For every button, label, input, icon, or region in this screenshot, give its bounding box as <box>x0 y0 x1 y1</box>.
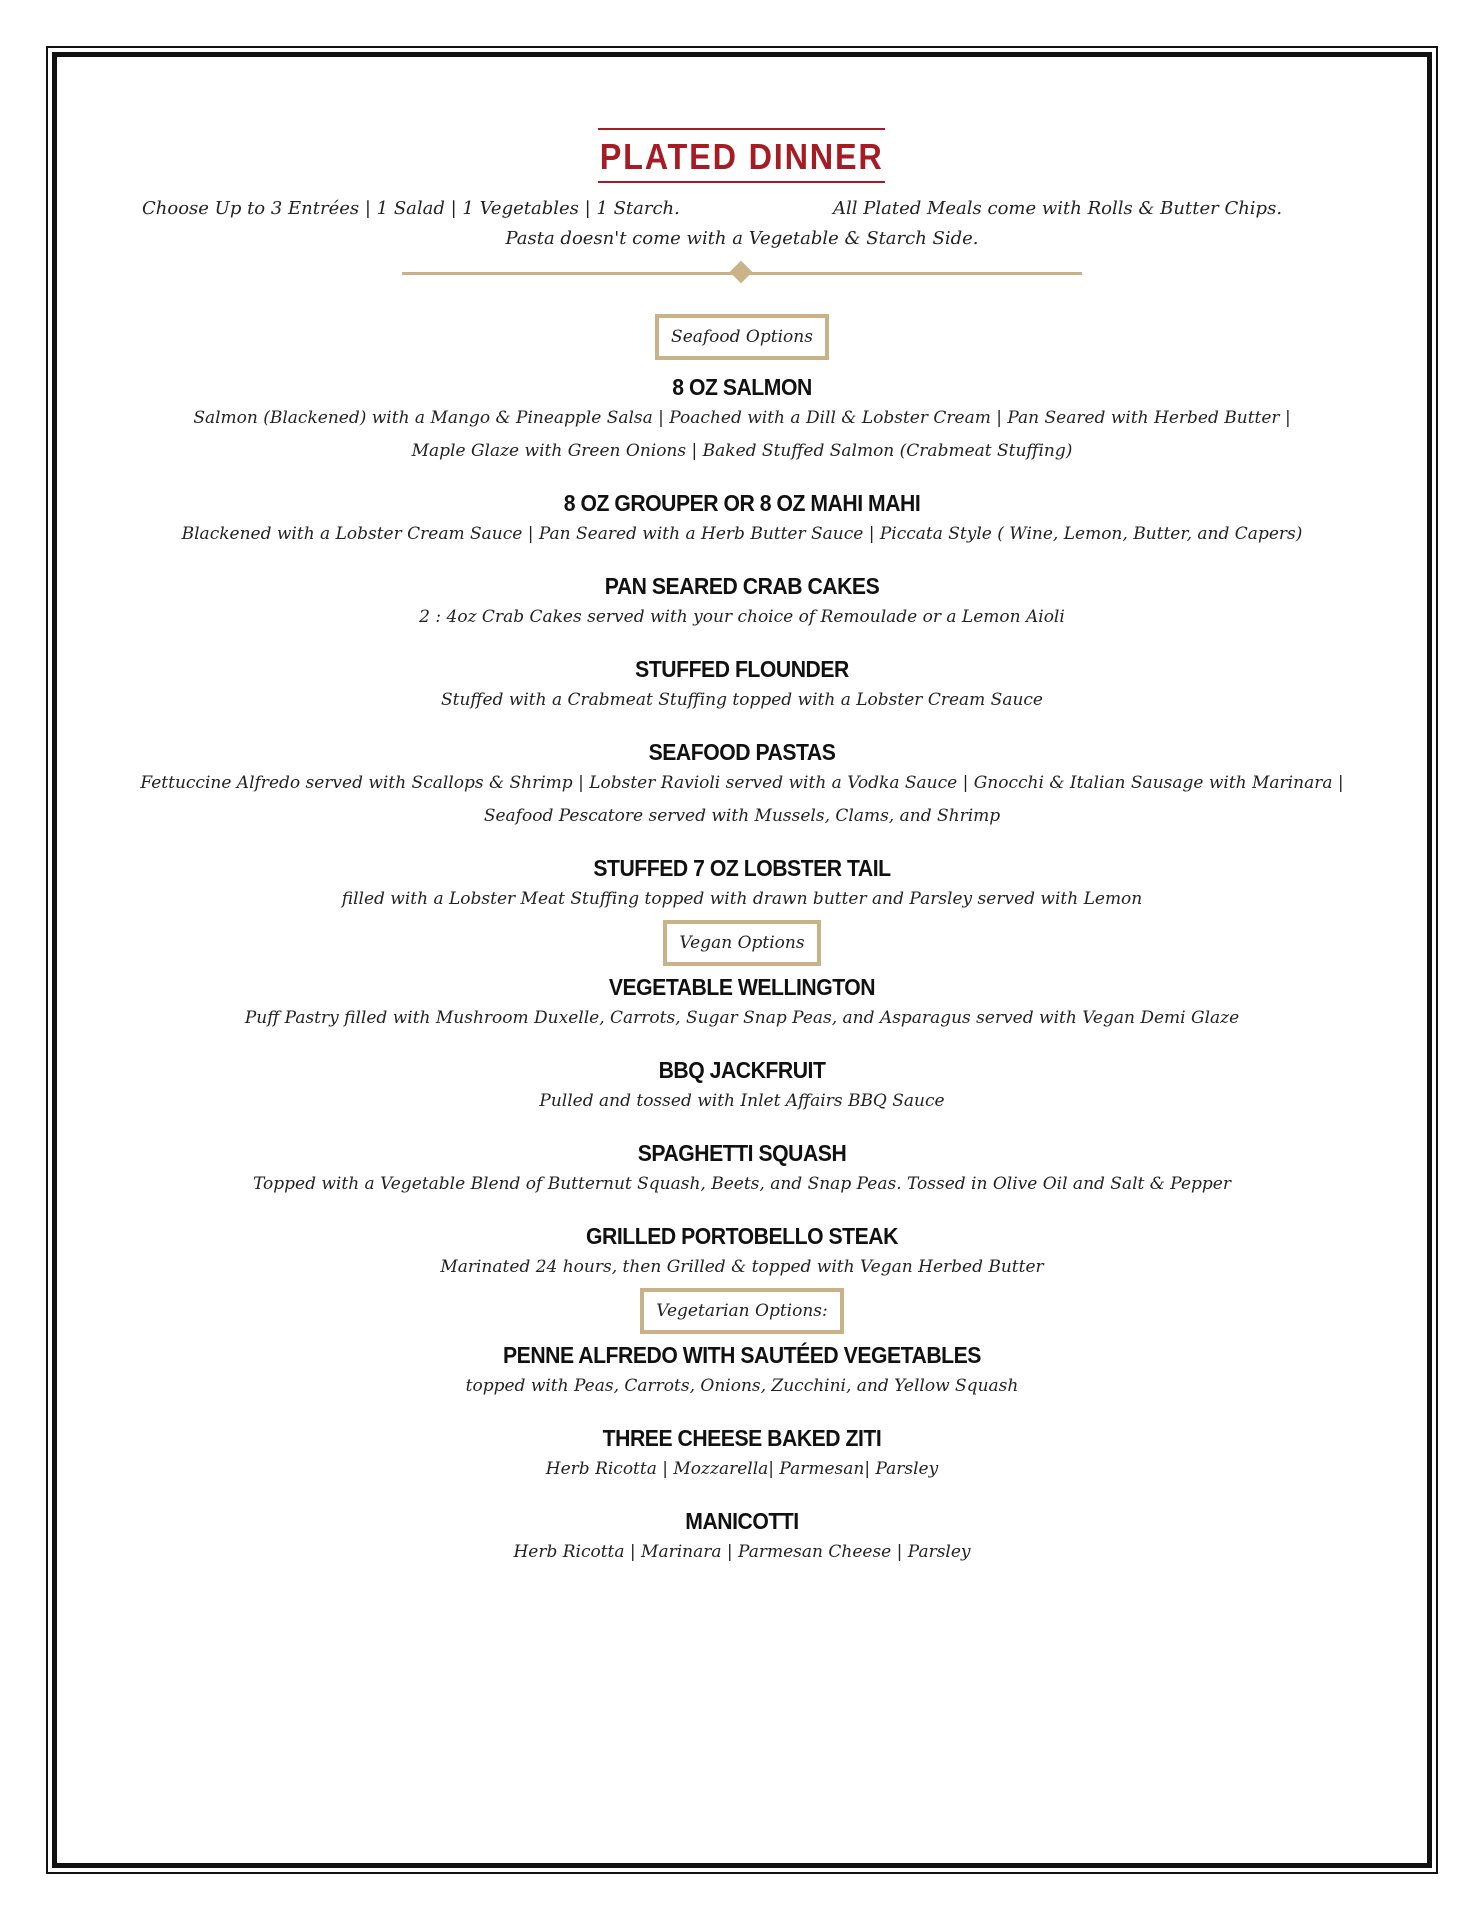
item-name: VEGETABLE WELLINGTON <box>608 974 876 1000</box>
menu-item <box>58 488 1426 551</box>
item-name: PAN SEARED CRAB CAKES <box>604 573 880 599</box>
section-label-vegetarian: Vegetarian Options: <box>640 1288 843 1334</box>
pasta-note: Pasta doesn't come with a Vegetable & Starch Side. <box>505 228 979 249</box>
title-block <box>58 128 1426 194</box>
page-title: PLATED DINNER <box>598 128 885 183</box>
ornamental-divider <box>402 262 1082 284</box>
section-label-seafood: Seafood Options <box>655 314 829 360</box>
item-description: Topped with a Vegetable Blend of Butternut Squash, Beets, and Snap Peas. Tossed in Olive Oil and Salt & Pepper <box>253 1174 1231 1194</box>
item-name: BBQ JACKFRUIT <box>658 1057 826 1083</box>
item-name: STUFFED FLOUNDER <box>635 656 849 682</box>
item-description: Fettuccine Alfredo served with Scallops & Shrimp | Lobster Ravioli served with a Vodka Sauce | Gnocchi & Italian Sausage with Marinara | <box>140 773 1344 793</box>
item-name: 8 OZ SALMON <box>672 374 812 400</box>
item-description: Herb Ricotta | Mozzarella| Parmesan| Parsley <box>545 1459 939 1479</box>
rolls-note: All Plated Meals come with Rolls & Butter Chips. <box>833 198 1283 219</box>
menu-item <box>58 737 1426 833</box>
selection-note: Choose Up to 3 Entrées | 1 Salad | 1 Vegetables | 1 Starch. <box>142 198 680 219</box>
menu-item <box>58 1423 1426 1486</box>
item-description: Marinated 24 hours, then Grilled & topped with Vegan Herbed Butter <box>440 1257 1044 1277</box>
section-label-vegan: Vegan Options <box>663 920 820 966</box>
menu-content <box>58 58 1426 1589</box>
item-description: Seafood Pescatore served with Mussels, Clams, and Shrimp <box>483 806 1001 826</box>
menu-item <box>58 1506 1426 1569</box>
item-description: Herb Ricotta | Marinara | Parmesan Cheese | Parsley <box>513 1542 971 1562</box>
item-name: GRILLED PORTOBELLO STEAK <box>586 1223 898 1249</box>
item-description: Puff Pastry filled with Mushroom Duxelle, Carrots, Sugar Snap Peas, and Asparagus served with Vegan Demi Glaze <box>244 1008 1240 1028</box>
item-name: 8 OZ GROUPER OR 8 OZ MAHI MAHI <box>563 490 921 516</box>
menu-item <box>58 372 1426 468</box>
item-name: STUFFED 7 OZ LOBSTER TAIL <box>593 855 891 881</box>
item-description: Pulled and tossed with Inlet Affairs BBQ Sauce <box>539 1091 945 1111</box>
menu-item <box>58 1340 1426 1403</box>
item-description: Blackened with a Lobster Cream Sauce | Pan Seared with a Herb Butter Sauce | Piccata Style ( Wine, Lemon, Butter, and Capers) <box>181 524 1303 544</box>
item-description: Maple Glaze with Green Onions | Baked Stuffed Salmon (Crabmeat Stuffing) <box>411 441 1073 461</box>
menu-notes-row <box>58 194 1426 224</box>
menu-item <box>58 654 1426 717</box>
item-name: SPAGHETTI SQUASH <box>637 1140 847 1166</box>
menu-item <box>58 571 1426 634</box>
item-name: THREE CHEESE BAKED ZITI <box>602 1425 882 1451</box>
menu-item <box>58 1221 1426 1284</box>
menu-item <box>58 1055 1426 1118</box>
diamond-ornament-icon <box>730 261 753 284</box>
item-description: Salmon (Blackened) with a Mango & Pineapple Salsa | Poached with a Dill & Lobster Cream | Pan Seared with Herbed Butter | <box>193 408 1291 428</box>
item-description: filled with a Lobster Meat Stuffing topped with drawn butter and Parsley served with Lemon <box>341 889 1143 909</box>
item-description: topped with Peas, Carrots, Onions, Zucchini, and Yellow Squash <box>465 1376 1019 1396</box>
item-name: MANICOTTI <box>685 1508 799 1534</box>
menu-item <box>58 853 1426 916</box>
item-description: 2 : 4oz Crab Cakes served with your choice of Remoulade or a Lemon Aioli <box>419 607 1065 627</box>
menu-item <box>58 972 1426 1035</box>
item-name: SEAFOOD PASTAS <box>648 739 836 765</box>
menu-item <box>58 1138 1426 1201</box>
item-name: PENNE ALFREDO WITH SAUTÉED VEGETABLES <box>503 1342 981 1368</box>
item-description: Stuffed with a Crabmeat Stuffing topped with a Lobster Cream Sauce <box>441 690 1043 710</box>
